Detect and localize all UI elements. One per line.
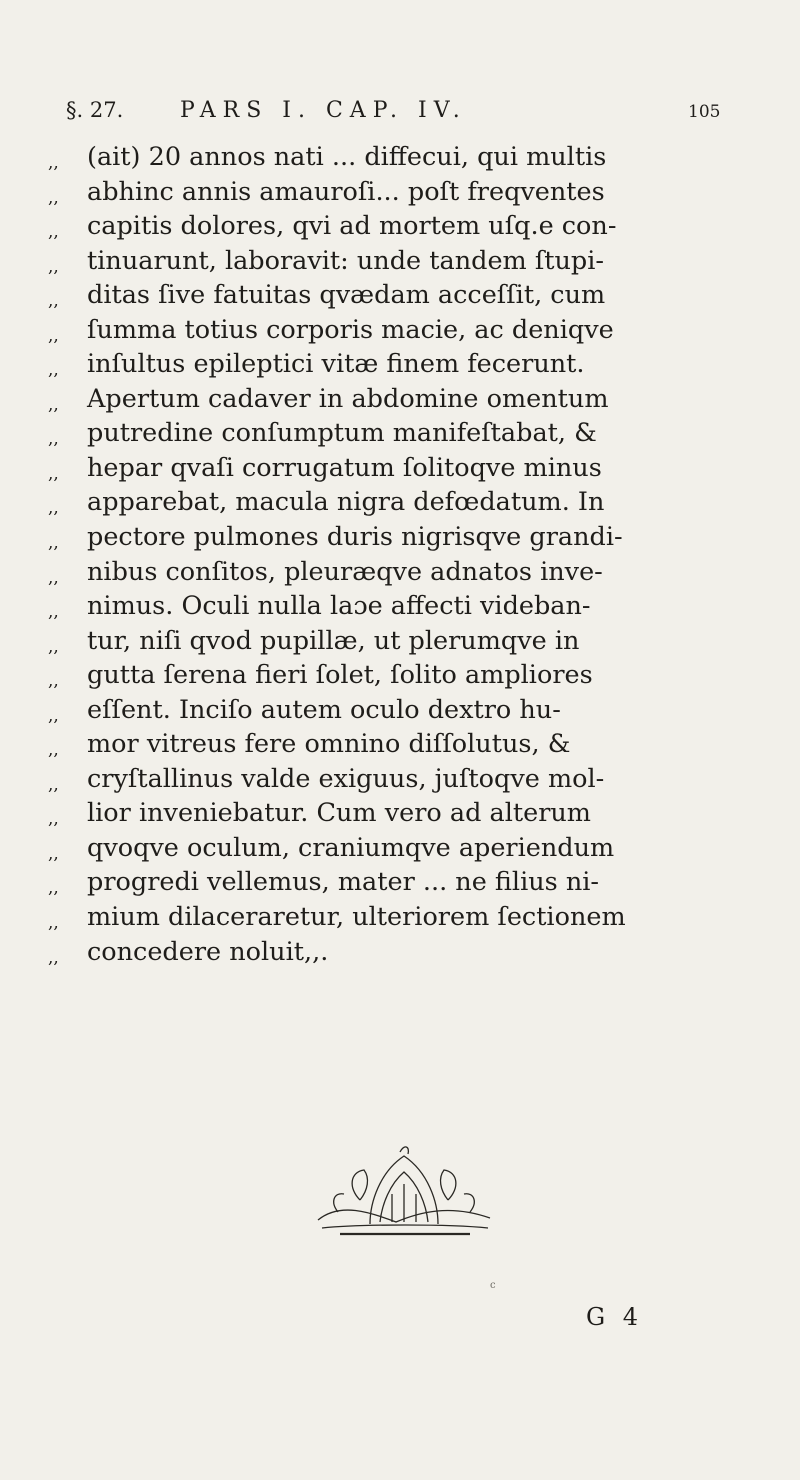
quote-mark: ,, (48, 705, 59, 726)
section-number: §. 27. (66, 98, 124, 122)
line-text: mor vitreus fere omnino diſſolutus, & (87, 729, 571, 760)
quote-mark: ,, (48, 533, 59, 554)
text-line (0, 658, 800, 693)
text-line (0, 451, 800, 486)
line-text: nimus. Oculi nulla laɔe affecti videban- (87, 591, 591, 622)
line-text: qvoqve oculum, craniumqve aperiendum (87, 832, 615, 863)
quote-mark: ,, (48, 394, 59, 415)
text-line (0, 278, 800, 313)
line-text: hepar qvaſi corrugatum ſolitoqve minus (87, 452, 602, 483)
line-text: nibus conſitos, pleuræqve adnatos inve- (87, 556, 603, 587)
quote-mark: ,, (48, 843, 59, 864)
text-line (0, 382, 800, 417)
text-line (0, 693, 800, 728)
line-text: capitis dolores, qvi ad mortem uſq.e con- (87, 211, 617, 242)
line-text: eſſent. Inciſo autem oculo dextro hu- (87, 694, 561, 725)
line-text: putredine conſumptum manifeſtabat, & (87, 418, 597, 449)
body-text (0, 140, 800, 969)
quote-mark: ,, (48, 360, 59, 381)
text-line (0, 762, 800, 797)
text-line (0, 520, 800, 555)
quote-mark: ,, (48, 671, 59, 692)
quote-mark: ,, (48, 291, 59, 312)
text-line (0, 244, 800, 279)
quote-mark: ,, (48, 153, 59, 173)
text-line (0, 624, 800, 659)
line-text: ditas ſive fatuitas qvædam acceſſit, cum (87, 280, 606, 311)
text-line (0, 175, 800, 210)
text-line (0, 485, 800, 520)
signature-mark: G 4 (586, 1303, 644, 1331)
quote-mark: ,, (48, 325, 59, 346)
running-head (0, 98, 800, 132)
line-text: inſultus epileptici vitæ finem fecerunt. (87, 349, 585, 380)
line-text: gutta ſerena fieri ſolet, ſolito ampliores (87, 660, 593, 691)
line-text: abhinc annis amauroſi... poſt freqventes (87, 176, 605, 207)
quote-mark: ,, (48, 429, 59, 450)
text-line (0, 831, 800, 866)
text-line (0, 416, 800, 451)
line-text: cryſtallinus valde exiguus, juſtoqve mol- (87, 763, 605, 794)
quote-mark: ,, (48, 809, 59, 830)
quote-mark: ,, (48, 878, 59, 899)
quote-mark: ,, (48, 740, 59, 761)
text-line (0, 313, 800, 348)
quote-mark: ,, (48, 567, 59, 588)
text-line (0, 900, 800, 935)
quote-mark: ,, (48, 947, 59, 968)
text-line (0, 935, 800, 970)
quote-mark: ,, (48, 256, 59, 277)
line-text: tur, niſi qvod pupillæ, ut plerumqve in (87, 625, 580, 656)
quote-mark: ,, (48, 774, 59, 795)
stray-mark: c (490, 1280, 496, 1291)
line-text: apparebat, macula nigra defœdatum. In (87, 487, 605, 518)
text-line (0, 589, 800, 624)
text-line (0, 209, 800, 244)
text-line (0, 140, 800, 175)
line-text: lior inveniebatur. Cum vero ad alterum (87, 798, 591, 829)
quote-mark: ,, (48, 187, 59, 208)
page-number: 105 (688, 102, 721, 122)
quote-mark: ,, (48, 498, 59, 519)
running-title: PARS I. CAP. IV. (180, 98, 467, 123)
line-text: (ait) 20 annos nati ... diffecui, qui multis (87, 142, 607, 172)
text-line (0, 865, 800, 900)
line-text: mium dilaceraretur, ulteriorem ſectionem (87, 902, 626, 933)
line-text: ſumma totius corporis macie, ac deniqve (87, 314, 614, 345)
line-text: pectore pulmones duris nigrisqve grandi- (87, 522, 623, 553)
quote-mark: ,, (48, 602, 59, 623)
line-text: Apertum cadaver in abdomine omentum (87, 383, 609, 414)
quote-mark: ,, (48, 913, 59, 934)
quote-mark: ,, (48, 222, 59, 243)
text-line (0, 555, 800, 590)
tailpiece-ornament (300, 1142, 510, 1238)
line-text: progredi vellemus, mater ... ne filius ni- (87, 867, 600, 898)
text-line (0, 796, 800, 831)
text-line (0, 727, 800, 762)
quote-mark: ,, (48, 636, 59, 657)
quote-mark: ,, (48, 463, 59, 484)
line-text: tinuarunt, laboravit: unde tandem ſtupi- (87, 245, 605, 276)
line-text: concedere noluit,,. (87, 936, 329, 967)
text-line (0, 347, 800, 382)
